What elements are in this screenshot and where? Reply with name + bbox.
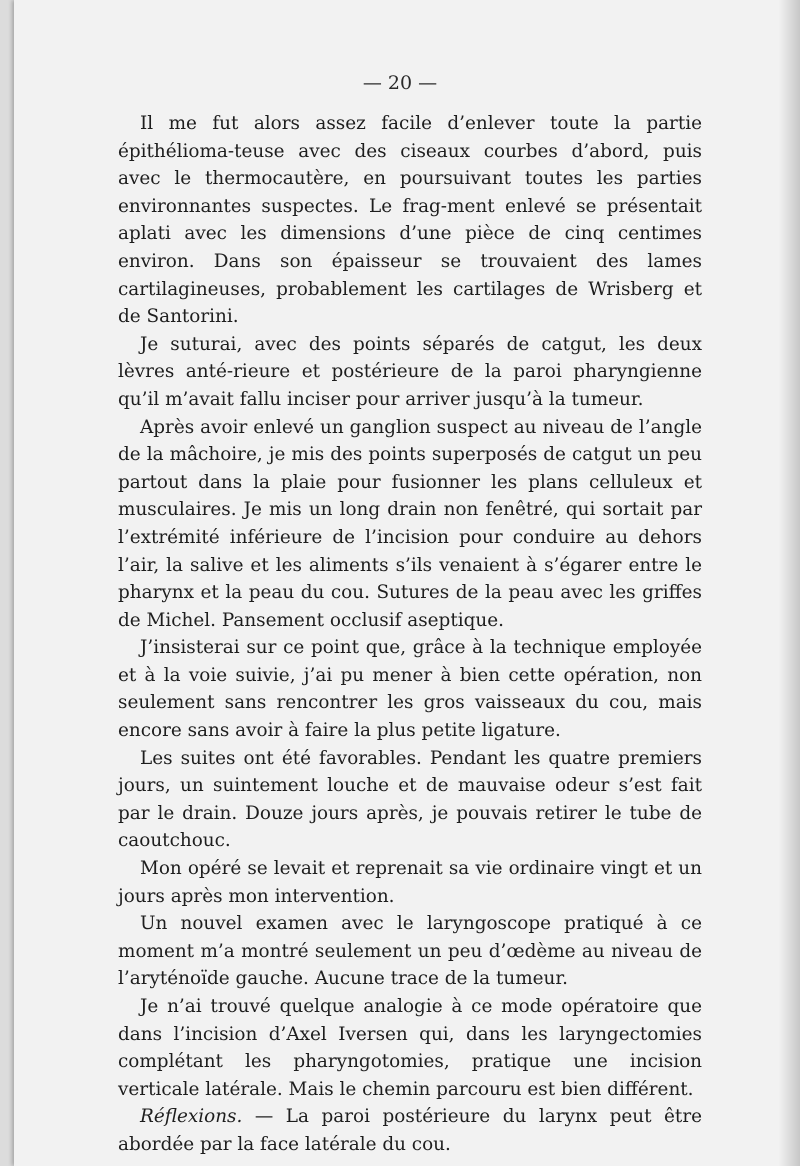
body-text [118,110,702,1159]
paragraph-3: Après avoir enlevé un ganglion suspect au niveau de l’angle de la mâchoire, je mis des points superposés de catgut un peu partout dans la plaie pour fusionner les plans celluleux et musculaires. Je mis un long drain non fenêtré, qui sortait par l’extrémité inférieure de l’incision pour conduire au dehors l’air, la salive et les aliments s’ils venaient à s’égarer entre le pharynx et la peau du cou. Sutures de la peau avec les griffes de Michel. Pansement occlusif aseptique. [118,416,702,631]
paragraph-8: Je n’ai trouvé quelque analogie à ce mode opératoire que dans l’incision d’Axel Iversen qui, dans les laryngectomies complétant les pharyngotomies, pratique une incision verticale latérale. Mais le chemin parcouru est bien différent. [118,996,702,1100]
paragraph-4: J’insisterai sur ce point que, grâce à la technique employée et à la voie suivie, j’ai pu mener à bien cette opération, non seulement sans rencontrer les gros vaisseaux du cou, mais encore sans avoir à faire la plus petite ligature. [118,637,702,742]
paragraph-6: Mon opéré se levait et reprenait sa vie ordinaire vingt et un jours après mon intervention. [118,858,702,907]
paragraph-2: Je suturai, avec des points séparés de catgut, les deux lèvres anté-rieure et postérieure de la paroi pharyngienne qu’il m’avait fallu inciser pour arriver jusqu’à la tumeur. [118,333,702,410]
paragraph-7: Un nouvel examen avec le laryngoscope pratiqué à ce moment m’a montré seulement un peu d’œdème au niveau de l’aryténoïde gauche. Aucune trace de la tumeur. [118,913,702,990]
page-number: — 20 — [362,72,438,94]
paragraph-1: Il me fut alors assez facile d’enlever toute la partie épithélioma-teuse avec des ciseaux courbes d’abord, puis avec le thermocautère, en poursuivant toutes les parties environnantes suspectes. Le frag-ment enlevé se présentait aplati avec les dimensions d’une pièce de cinq centimes environ. Dans son épaisseur se trouvaient des lames cartilagineuses, probablement les cartilages de Wrisberg et de Santorini. [118,113,702,328]
reflexions-text: — La paroi postérieure du larynx peut être abordée par la face latérale du cou. [118,1106,702,1155]
paragraph-reflexions [118,1103,702,1158]
page-edge-shadow [778,0,800,1166]
reflexions-label: Réflexions. [140,1106,243,1128]
paragraph-5: Les suites ont été favorables. Pendant les quatre premiers jours, un suintement louche et de mauvaise odeur s’est fait par le drain. Douze jours après, je pouvais retirer le tube de caoutchouc. [118,747,702,852]
